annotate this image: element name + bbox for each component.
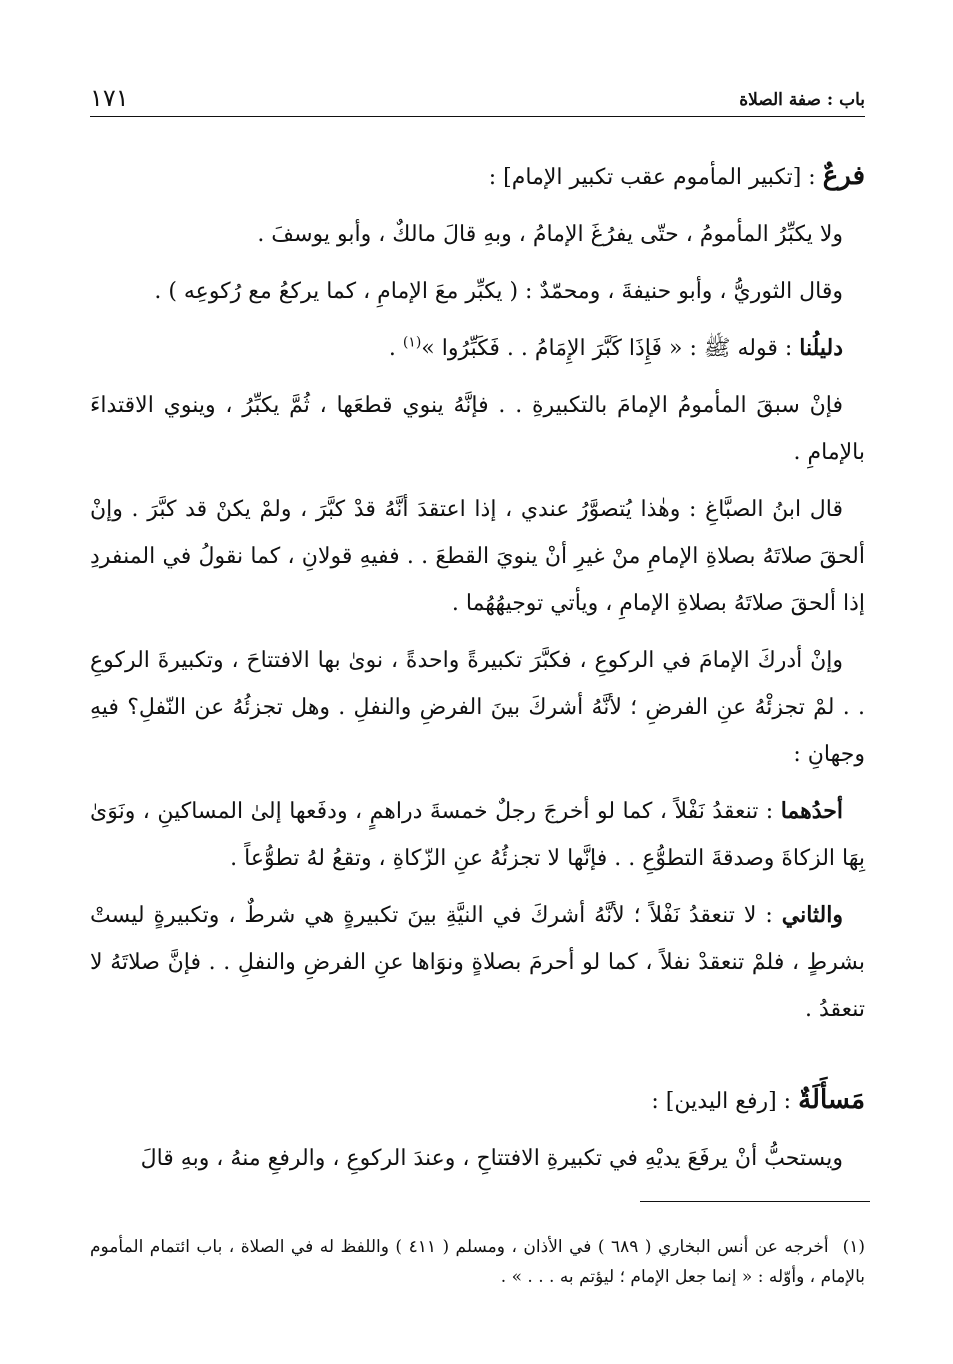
running-header [90, 80, 865, 117]
footnote-text: أخرجه عن أنس البخاري ( ٦٨٩ ) في الأذان ، ومسلم ( ٤١١ ) واللفظ له في الصلاة ، باب ائتمام المأموم بالإمام ، وأوّله : « إنما جعل الإمام ؛ ليؤتم به . . . » . [90, 1237, 865, 1287]
footnote-reference: (١) [402, 334, 422, 351]
chapter-title: باب : صفة الصلاة [739, 90, 865, 110]
book-page [90, 80, 865, 1192]
first-view-paragraph [90, 788, 865, 882]
section-term: فرعٌ [822, 161, 865, 191]
footnote [90, 1232, 865, 1292]
paragraph: ويستحبُّ أنْ يرفَعَ يديْهِ في تكبيرةِ الافتتاحِ ، وعندَ الركوعِ ، والرفعِ منهُ ، وبهِ قالَ [140, 1146, 843, 1171]
paragraph: ولا يكبِّرُ المأمومُ ، حتّى يفرُغَ الإمامُ ، وبهِ قالَ مالكٌ ، وأبو يوسفَ . [257, 222, 843, 247]
paragraph: وإنْ أدركَ الإمامَ في الركوعِ ، فكبَّرَ تكبيرةً واحدةً ، نوىٰ بها الافتتاحَ ، وتكبيرةَ الركوعِ . . لمْ تجزئْهُ عنِ الفرضِ ؛ لأنَّهُ أشركَ بينَ الفرضِ والنفلِ . وهل تجزئُهُ عن النّفلِ؟ فيهِ وجهانِ : [90, 648, 865, 767]
section-heading-far [90, 153, 865, 201]
paragraph: فإنْ سبقَ المأمومُ الإمامَ بالتكبيرةِ . . فإنَّهُ ينوي قطعَها ، ثُمَّ يكبِّرُ ، وينوي الاقتداءَ بالإمامِ . [90, 393, 865, 465]
footnote-number: (١) [842, 1237, 866, 1257]
second-view-text: : لا تنعقدُ نَفْلاً ؛ لأنَّهُ أشركَ في النيَّةِ بينَ تكبيرةٍ هي شرطٌ ، وتكبيرةٍ ليستْ بشرطٍ ، فلمْ تنعقدْ نفلاً ، كما لو أحرمَ بصلاةٍ ونوَاها عنِ الفرضِ والنفلِ . . فإنَّ صلاتَهُ لا تنعقدُ . [90, 903, 865, 1022]
footnote-divider [640, 1201, 870, 1202]
evidence-paragraph [90, 325, 865, 372]
paragraph: وقال الثوريُّ ، وأبو حنيفةَ ، ومحمّدٌ : ( يكبِّر معَ الإمامِ ، كما يركعُ مع رُكوعِه ) . [154, 279, 843, 304]
body-text [90, 153, 865, 1182]
evidence-end: . [388, 336, 403, 361]
second-view-paragraph [90, 892, 865, 1033]
section-term: مَسأَلَةٌ [798, 1085, 865, 1115]
section-heading-masala [90, 1077, 865, 1125]
page-number: ١٧١ [90, 84, 129, 112]
section-title: : [تكبير المأموم عقب تكبير الإمام] : [488, 165, 823, 190]
evidence-label: دليلُنا [799, 335, 843, 361]
first-view-text: : تنعقدُ نَفْلاً ، كما لو أخرجَ رجلٌ خمسةَ دراهمٍ ، ودفَعها إلىٰ المساكينِ ، ونَوَىٰ بِهَا الزكاةَ وصدقةَ التطوُّعِ . . فإنَّها لا تجزئُهُ عنِ الزّكاةِ ، وتقعُ لهُ تطوُّعاً . [90, 799, 865, 871]
first-view-label: أحدُهما [780, 798, 843, 824]
evidence-text: : قوله ﷺ : « فَإِذَا كَبَّرَ الإِمَامُ . . فَكَبِّرُوا » [421, 336, 800, 361]
section-title: : [رفع اليدين] : [651, 1089, 799, 1114]
paragraph: قال ابنُ الصبَّاغِ : وهٰذا يُتصوَّرُ عندي ، إذا اعتقدَ أنَّهُ قدْ كبَّرَ ، ولمْ يكنْ قد كبَّرَ . وإنْ ألحقَ صلاتَهُ بصلاةِ الإمامِ منْ غيرِ أنْ ينويَ القطعَ . . ففيهِ قولانِ ، كما نقولُ في المنفردِ إذا ألحقَ صلاتَهُ بصلاةِ الإمامِ ، ويأتي توجيهُهُما . [90, 497, 865, 616]
footnotes [90, 1232, 865, 1292]
second-view-label: والثاني [781, 902, 843, 928]
